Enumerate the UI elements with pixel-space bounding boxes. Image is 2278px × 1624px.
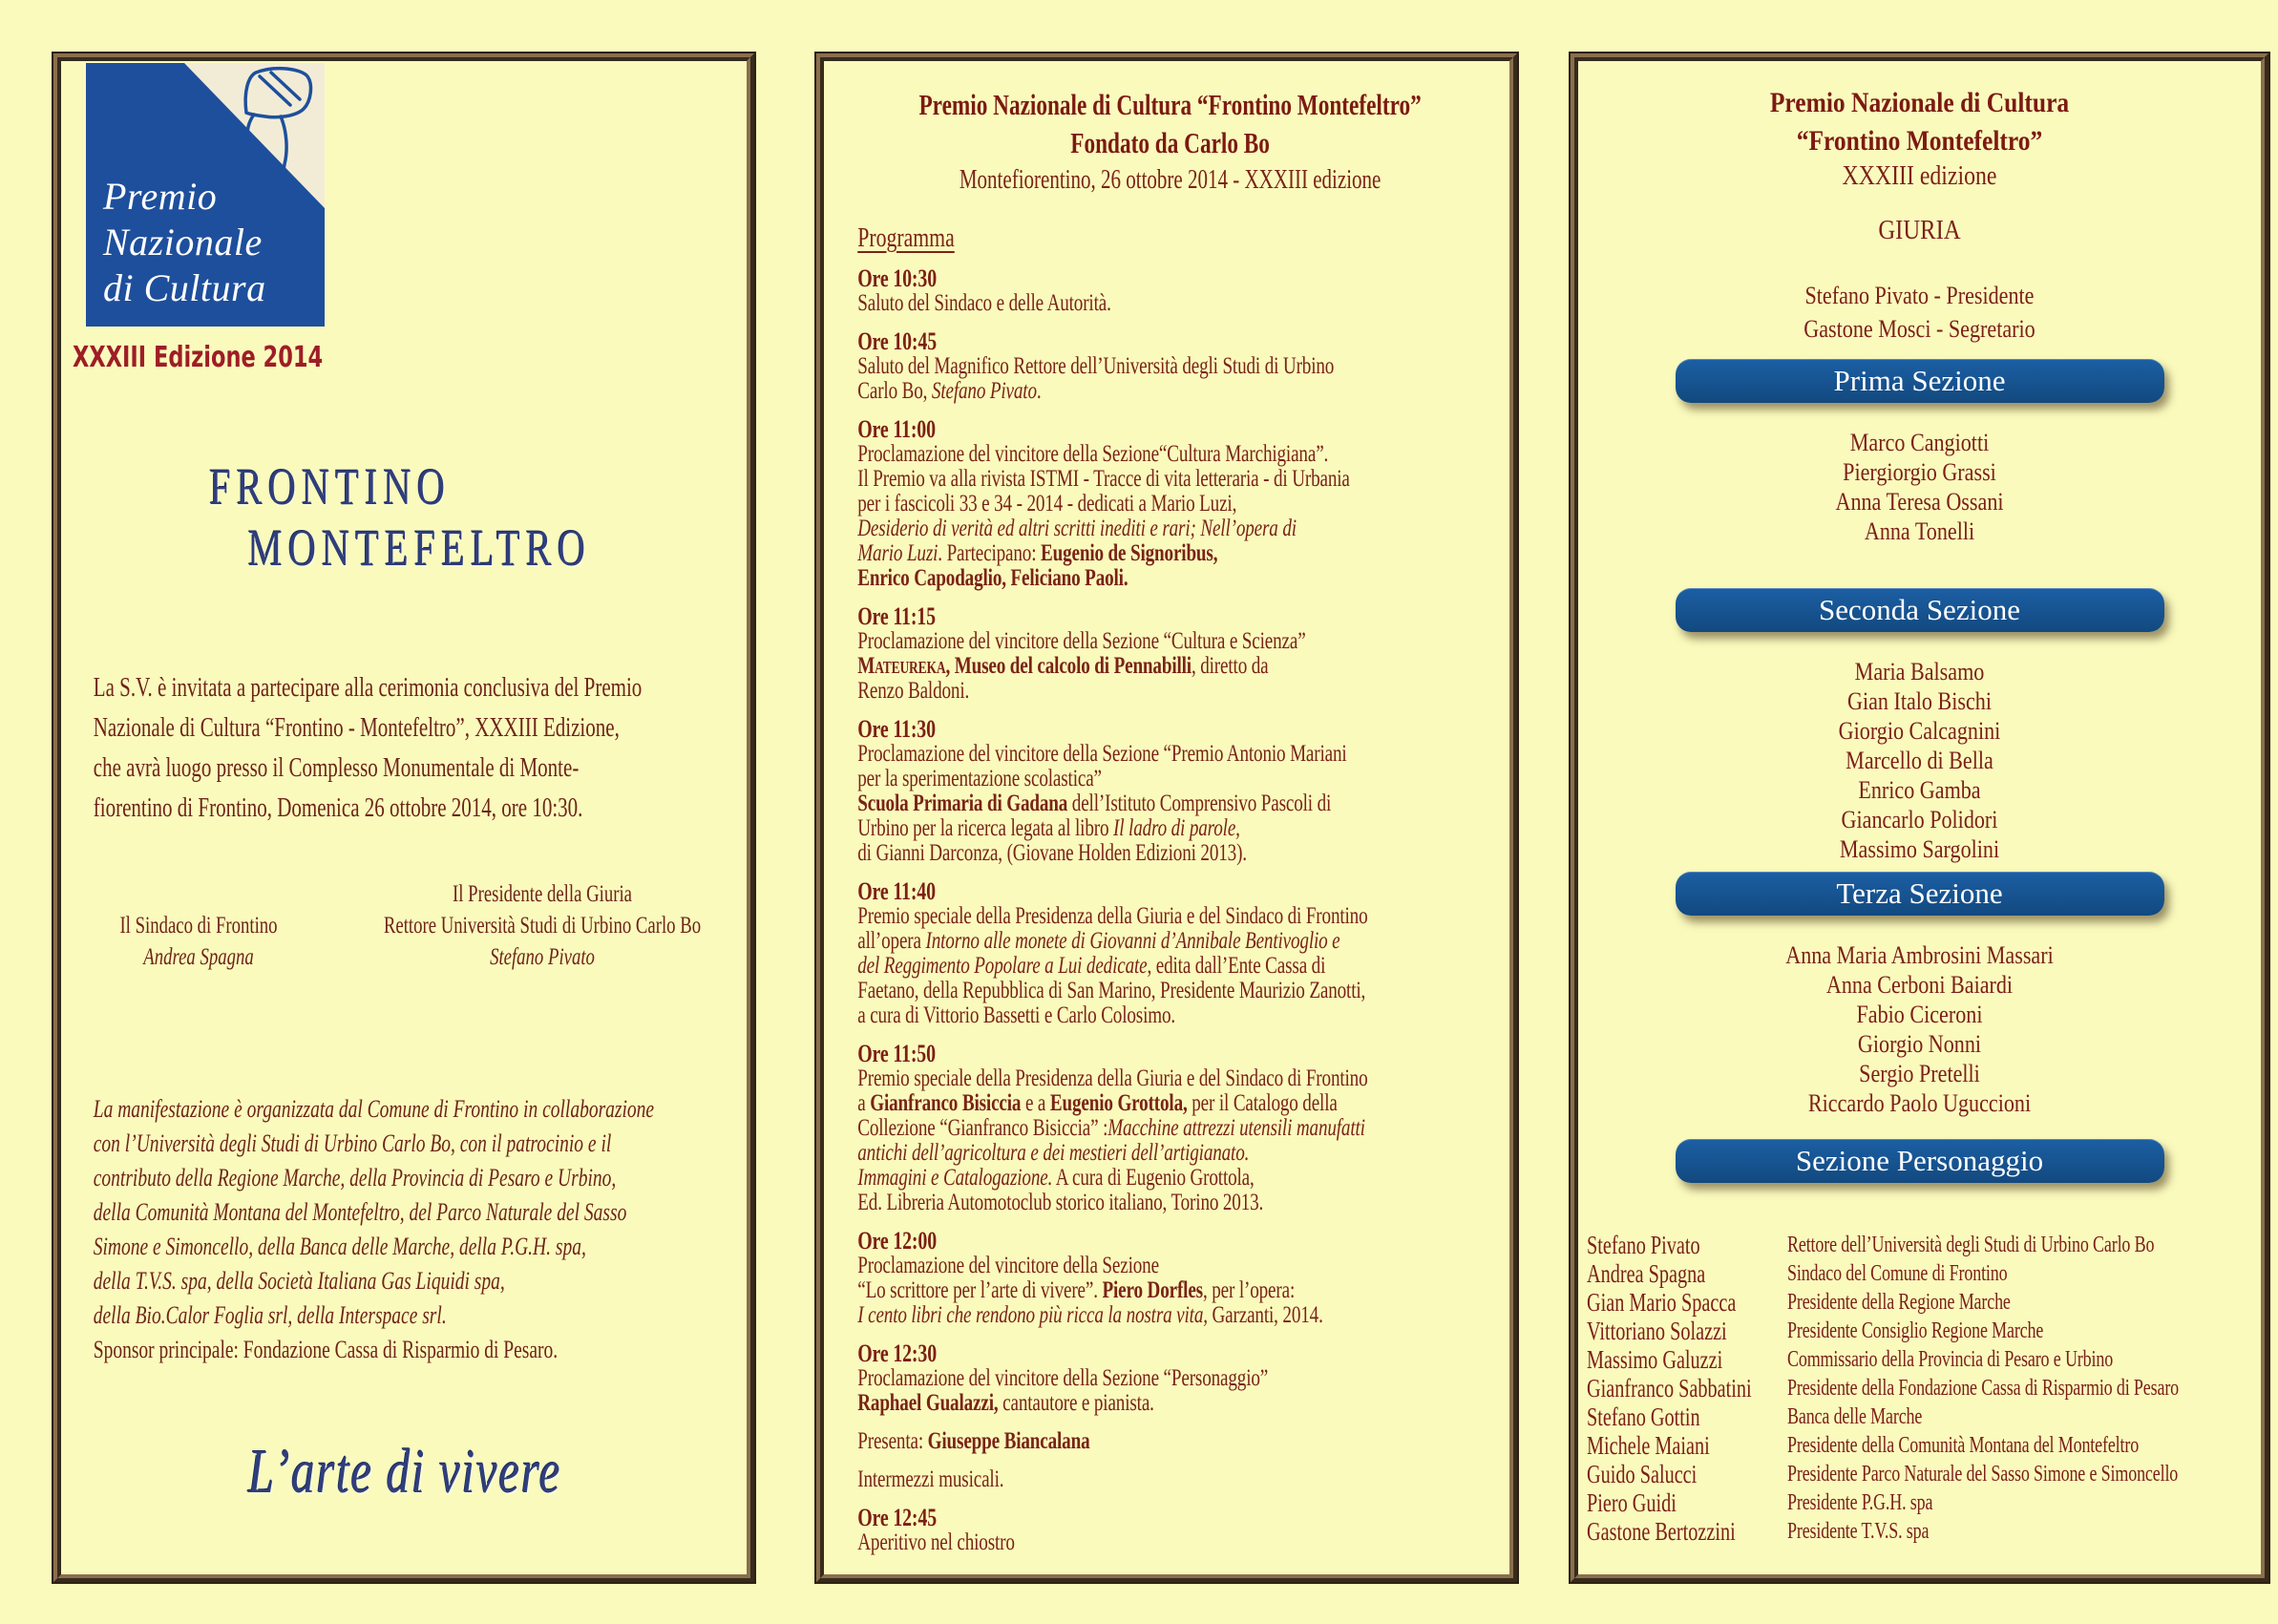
personaggio-role: Rettore dell’Università degli Studi di Urbino Carlo Bo	[1787, 1233, 2155, 1257]
entry-time: Ore 12:30	[857, 1339, 937, 1367]
program-entry	[857, 416, 1483, 590]
program-entry	[857, 716, 1483, 865]
jury-member: Marcello di Bella	[1846, 747, 1993, 774]
personaggio-row	[1578, 1259, 2237, 1288]
entry-time: Ore 11:00	[857, 414, 936, 443]
program-subtitle: Montefiorentino, 26 ottobre 2014 - XXXIII edizione	[959, 165, 1382, 195]
mayor-name: Andrea Spagna	[143, 944, 254, 970]
program-title-line-1: Premio Nazionale di Cultura “Frontino Montefeltro”	[918, 88, 1422, 121]
program-title-line-2: Fondato da Carlo Bo	[1070, 126, 1270, 159]
program-entry	[857, 265, 1483, 315]
personaggio-name: Stefano Pivato	[1587, 1231, 1700, 1259]
personaggio-row	[1578, 1231, 2237, 1259]
jury-member: Giorgio Calcagnini	[1838, 717, 2001, 745]
program-panel	[816, 53, 1517, 1582]
sponsor-line: Sponsor principale: Fondazione Cassa di Risparmio di Pesaro.	[93, 1336, 559, 1363]
personaggio-row	[1578, 1345, 2237, 1374]
personaggio-name: Gian Mario Spacca	[1587, 1288, 1737, 1317]
section-header-label: Sezione Personaggio	[1795, 1144, 2044, 1177]
personaggio-row	[1578, 1374, 2237, 1403]
personaggio-name: Piero Guidi	[1587, 1488, 1677, 1517]
motto: L’arte di vivere	[247, 1437, 562, 1507]
entry-text: Proclamazione del vincitore della Sezione “Premio Antonio Mariani per la sperimentazione scolastica” Scuola Primaria di Gadana dell’Istituto Comprensivo Pascoli di Urbino per la ricerca legata al libro Il ladro di parole, di Gianni Darconza, (Giovane Holden Edizioni 2013).	[857, 739, 1347, 866]
jury-member: Giancarlo Polidori	[1841, 806, 1998, 833]
jury-member: Anna Cerboni Baiardi	[1825, 971, 2014, 999]
program-heading: Programma	[857, 222, 955, 253]
jury-panel-title	[1630, 84, 2210, 160]
entry-time: Ore 12:45	[857, 1503, 937, 1531]
jury-member: Piergiorgio Grassi	[1843, 458, 1996, 486]
edition-label: XXXIII Edizione 2014	[73, 341, 324, 374]
page-title	[61, 456, 749, 579]
personaggio-role: Commissario della Provincia di Pesaro e Urbino	[1787, 1347, 2114, 1372]
entry-time: Ore 12:00	[857, 1226, 937, 1255]
personaggio-role: Presidente P.G.H. spa	[1787, 1490, 1933, 1515]
entry-time: Ore 11:50	[857, 1039, 936, 1067]
organization-lines: La manifestazione è organizzata dal Comune di Frontino in collaborazione con l’Università degli Studi di Urbino Carlo Bo, con il patrocinio e il contributo della Regione Marche, della Provincia di Pesaro e Urbino, della Comunità Montana del Montefeltro, del Parco Naturale del Sasso Simone e Simoncello, della Banca delle Marche, della P.G.H. spa, della T.V.S. spa, della Società Italiana Gas Liquidi spa, della Bio.Calor Foglia srl, della Interspace srl.	[93, 1095, 655, 1329]
personaggio-row	[1578, 1317, 2237, 1345]
jury-member: Anna Teresa Ossani	[1835, 488, 2004, 516]
title-line-2: MONTEFELTRO	[247, 519, 592, 577]
program-title	[857, 86, 1483, 162]
entry-time: Ore 11:40	[857, 876, 936, 905]
jury-member: Sergio Pretelli	[1859, 1060, 1980, 1087]
entry-time: Ore 11:30	[857, 714, 936, 743]
program-entries	[857, 265, 1483, 1554]
personaggio-name: Guido Salucci	[1587, 1460, 1698, 1488]
organization-note	[61, 1092, 749, 1367]
program-entry	[857, 878, 1483, 1027]
president-header: Il Presidente della Giuria	[453, 881, 632, 907]
invitation-text: La S.V. è invitata a partecipare alla cerimonia conclusiva del Premio Nazionale di Cultura “Frontino - Montefeltro”, XXXIII Edizione, che avrà luogo presso il Complesso Monumentale di Monte- fiorentino di Frontino, Domenica 26 ottobre 2014, ore 10:30.	[93, 673, 643, 823]
personaggio-row	[1578, 1288, 2237, 1317]
jury-officers: Stefano Pivato - Presidente Gastone Mosci - Segretario	[1803, 282, 2035, 343]
personaggio-role: Presidente della Comunità Montana del Montefeltro	[1787, 1433, 2140, 1458]
personaggio-name: Vittoriano Solazzi	[1587, 1317, 1727, 1345]
signature-block	[61, 878, 749, 973]
section-members	[1630, 940, 2210, 1118]
personaggio-row	[1578, 1488, 2237, 1517]
jury-member: Anna Maria Ambrosini Massari	[1785, 941, 2054, 969]
jury-panel	[1571, 53, 2268, 1582]
entry-text: Proclamazione del vincitore della Sezione “Cultura e Scienza” Mateureka, Museo del calcolo di Pennabilli, diretto da Renzo Baldoni.	[857, 626, 1306, 704]
program-entry	[857, 1466, 1483, 1491]
logo-wordmark: Premio Nazionale di Cultura	[103, 175, 266, 309]
personaggio-name: Michele Maiani	[1587, 1431, 1710, 1460]
jury-member: Gian Italo Bischi	[1846, 687, 1992, 715]
jury-member: Maria Balsamo	[1854, 658, 1985, 685]
personaggio-name: Gastone Bertozzini	[1587, 1517, 1736, 1546]
entry-text: Saluto del Magnifico Rettore dell’Università degli Studi di Urbino Carlo Bo, Stefano Pivato.	[857, 351, 1335, 404]
jury-edition: XXXIII edizione	[1842, 161, 1997, 191]
personaggio-row	[1578, 1460, 2237, 1488]
personaggio-role: Presidente della Regione Marche	[1787, 1290, 2011, 1315]
mayor-role: Il Sindaco di Frontino	[119, 913, 278, 939]
personaggio-role: Sindaco del Comune di Frontino	[1787, 1261, 2008, 1286]
jury-member: Fabio Ciceroni	[1856, 1001, 1983, 1028]
signature-mayor	[61, 878, 336, 973]
entry-text: Presenta: Giuseppe Biancalana	[857, 1426, 1090, 1454]
program-entry	[857, 328, 1483, 403]
jury-member: Marco Cangiotti	[1849, 429, 1990, 456]
entry-time: Ore 10:45	[857, 327, 937, 355]
section-header-personaggio	[1676, 1139, 2164, 1183]
jury-title-line-1: Premio Nazionale di Cultura	[1769, 87, 2070, 118]
personaggio-name: Gianfranco Sabbatini	[1587, 1374, 1752, 1403]
entry-time: Ore 10:30	[857, 264, 937, 292]
program-entry	[857, 603, 1483, 703]
giuria-heading: GIURIA	[1878, 215, 1961, 245]
jury-member: Giorgio Nonni	[1857, 1030, 1982, 1058]
signature-president	[336, 878, 749, 973]
section-header-2: Seconda Sezione	[1676, 588, 2164, 632]
section-members	[1630, 428, 2210, 546]
program-entry	[857, 1041, 1483, 1214]
jury-title-line-2: “Frontino Montefeltro”	[1796, 125, 2043, 157]
section-header-3: Terza Sezione	[1676, 872, 2164, 916]
personaggio-role: Presidente Parco Naturale del Sasso Simone e Simoncello	[1787, 1462, 2179, 1487]
president-name: Stefano Pivato	[490, 944, 595, 970]
jury-member: Enrico Gamba	[1858, 776, 1981, 804]
personaggio-role: Presidente della Fondazione Cassa di Risparmio di Pesaro	[1787, 1376, 2180, 1401]
entry-text: Proclamazione del vincitore della Sezione “Lo scrittore per l’arte di vivere”. Piero Dorfles, per l’opera: I cento libri che rendono più ricca la nostra vita, Garzanti, 2014.	[857, 1251, 1323, 1328]
jury-sections	[1578, 359, 2261, 1118]
entry-text: Intermezzi musicali.	[857, 1465, 1004, 1492]
entry-text: Proclamazione del vincitore della Sezione“Cultura Marchigiana”. Il Premio va alla rivista ISTMI - Tracce di vita letteraria - di Urbania per i fascicoli 33 e 34 - 2014 - dedicati a Mario Luzi, Desiderio di verità ed altri scritti inediti e rari; Nell’opera di Mario Luzi. Partecipano: Eugenio de Signoribus, Enrico Capodaglio, Feliciano Paoli.	[857, 439, 1350, 591]
invitation-panel	[53, 53, 754, 1582]
title-line-1: FRONTINO	[209, 458, 452, 516]
personaggio-list	[1578, 1231, 2237, 1546]
section-members	[1630, 657, 2210, 864]
personaggio-name: Stefano Gottin	[1587, 1403, 1700, 1431]
personaggio-row	[1578, 1403, 2237, 1431]
program-entry	[857, 1340, 1483, 1415]
program-entry	[857, 1505, 1483, 1554]
entry-text: Premio speciale della Presidenza della Giuria e del Sindaco di Frontino a Gianfranco Bisiccia e a Eugenio Grottola, per il Catalogo della Collezione “Gianfranco Bisiccia” :Macchine attrezzi utensili manufatti antichi dell’agricoltura e dei mestieri dell’artigianato. Immagini e Catalogazione. A cura di Eugenio Grottola, Ed. Libreria Automotoclub storico italiano, Torino 2013.	[857, 1064, 1368, 1215]
entry-text: Premio speciale della Presidenza della Giuria e del Sindaco di Frontino all’opera Intorno alle monete di Giovanni d’Annibale Bentivoglio e del Reggimento Popolare a Lui dedicate, edita dall’Ente Cassa di Faetano, della Repubblica di San Marino, Presidente Maurizio Zanotti, a cura di Vittorio Bassetti e Carlo Colosimo.	[857, 901, 1368, 1028]
president-role: Rettore Università Studi di Urbino Carlo Bo	[383, 913, 702, 939]
personaggio-row	[1578, 1431, 2237, 1460]
jury-member: Anna Tonelli	[1864, 517, 1975, 545]
jury-member: Massimo Sargolini	[1839, 835, 2000, 863]
personaggio-row	[1578, 1517, 2237, 1546]
program-entry	[857, 1428, 1483, 1453]
personaggio-name: Andrea Spagna	[1587, 1259, 1706, 1288]
entry-time: Ore 11:15	[857, 601, 936, 630]
prize-logo	[86, 63, 325, 327]
personaggio-name: Massimo Galuzzi	[1587, 1345, 1723, 1374]
program-entry	[857, 1228, 1483, 1327]
personaggio-role: Presidente Consiglio Regione Marche	[1787, 1318, 2044, 1343]
personaggio-role: Banca delle Marche	[1787, 1404, 1923, 1429]
entry-text: Saluto del Sindaco e delle Autorità.	[857, 288, 1111, 316]
entry-text: Proclamazione del vincitore della Sezione “Personaggio” Raphael Gualazzi, cantautore e pianista.	[857, 1363, 1269, 1416]
section-header-1: Prima Sezione	[1676, 359, 2164, 403]
jury-member: Riccardo Paolo Uguccioni	[1807, 1089, 2032, 1117]
personaggio-role: Presidente T.V.S. spa	[1787, 1519, 1930, 1544]
entry-text: Aperitivo nel chiostro	[857, 1528, 1015, 1555]
